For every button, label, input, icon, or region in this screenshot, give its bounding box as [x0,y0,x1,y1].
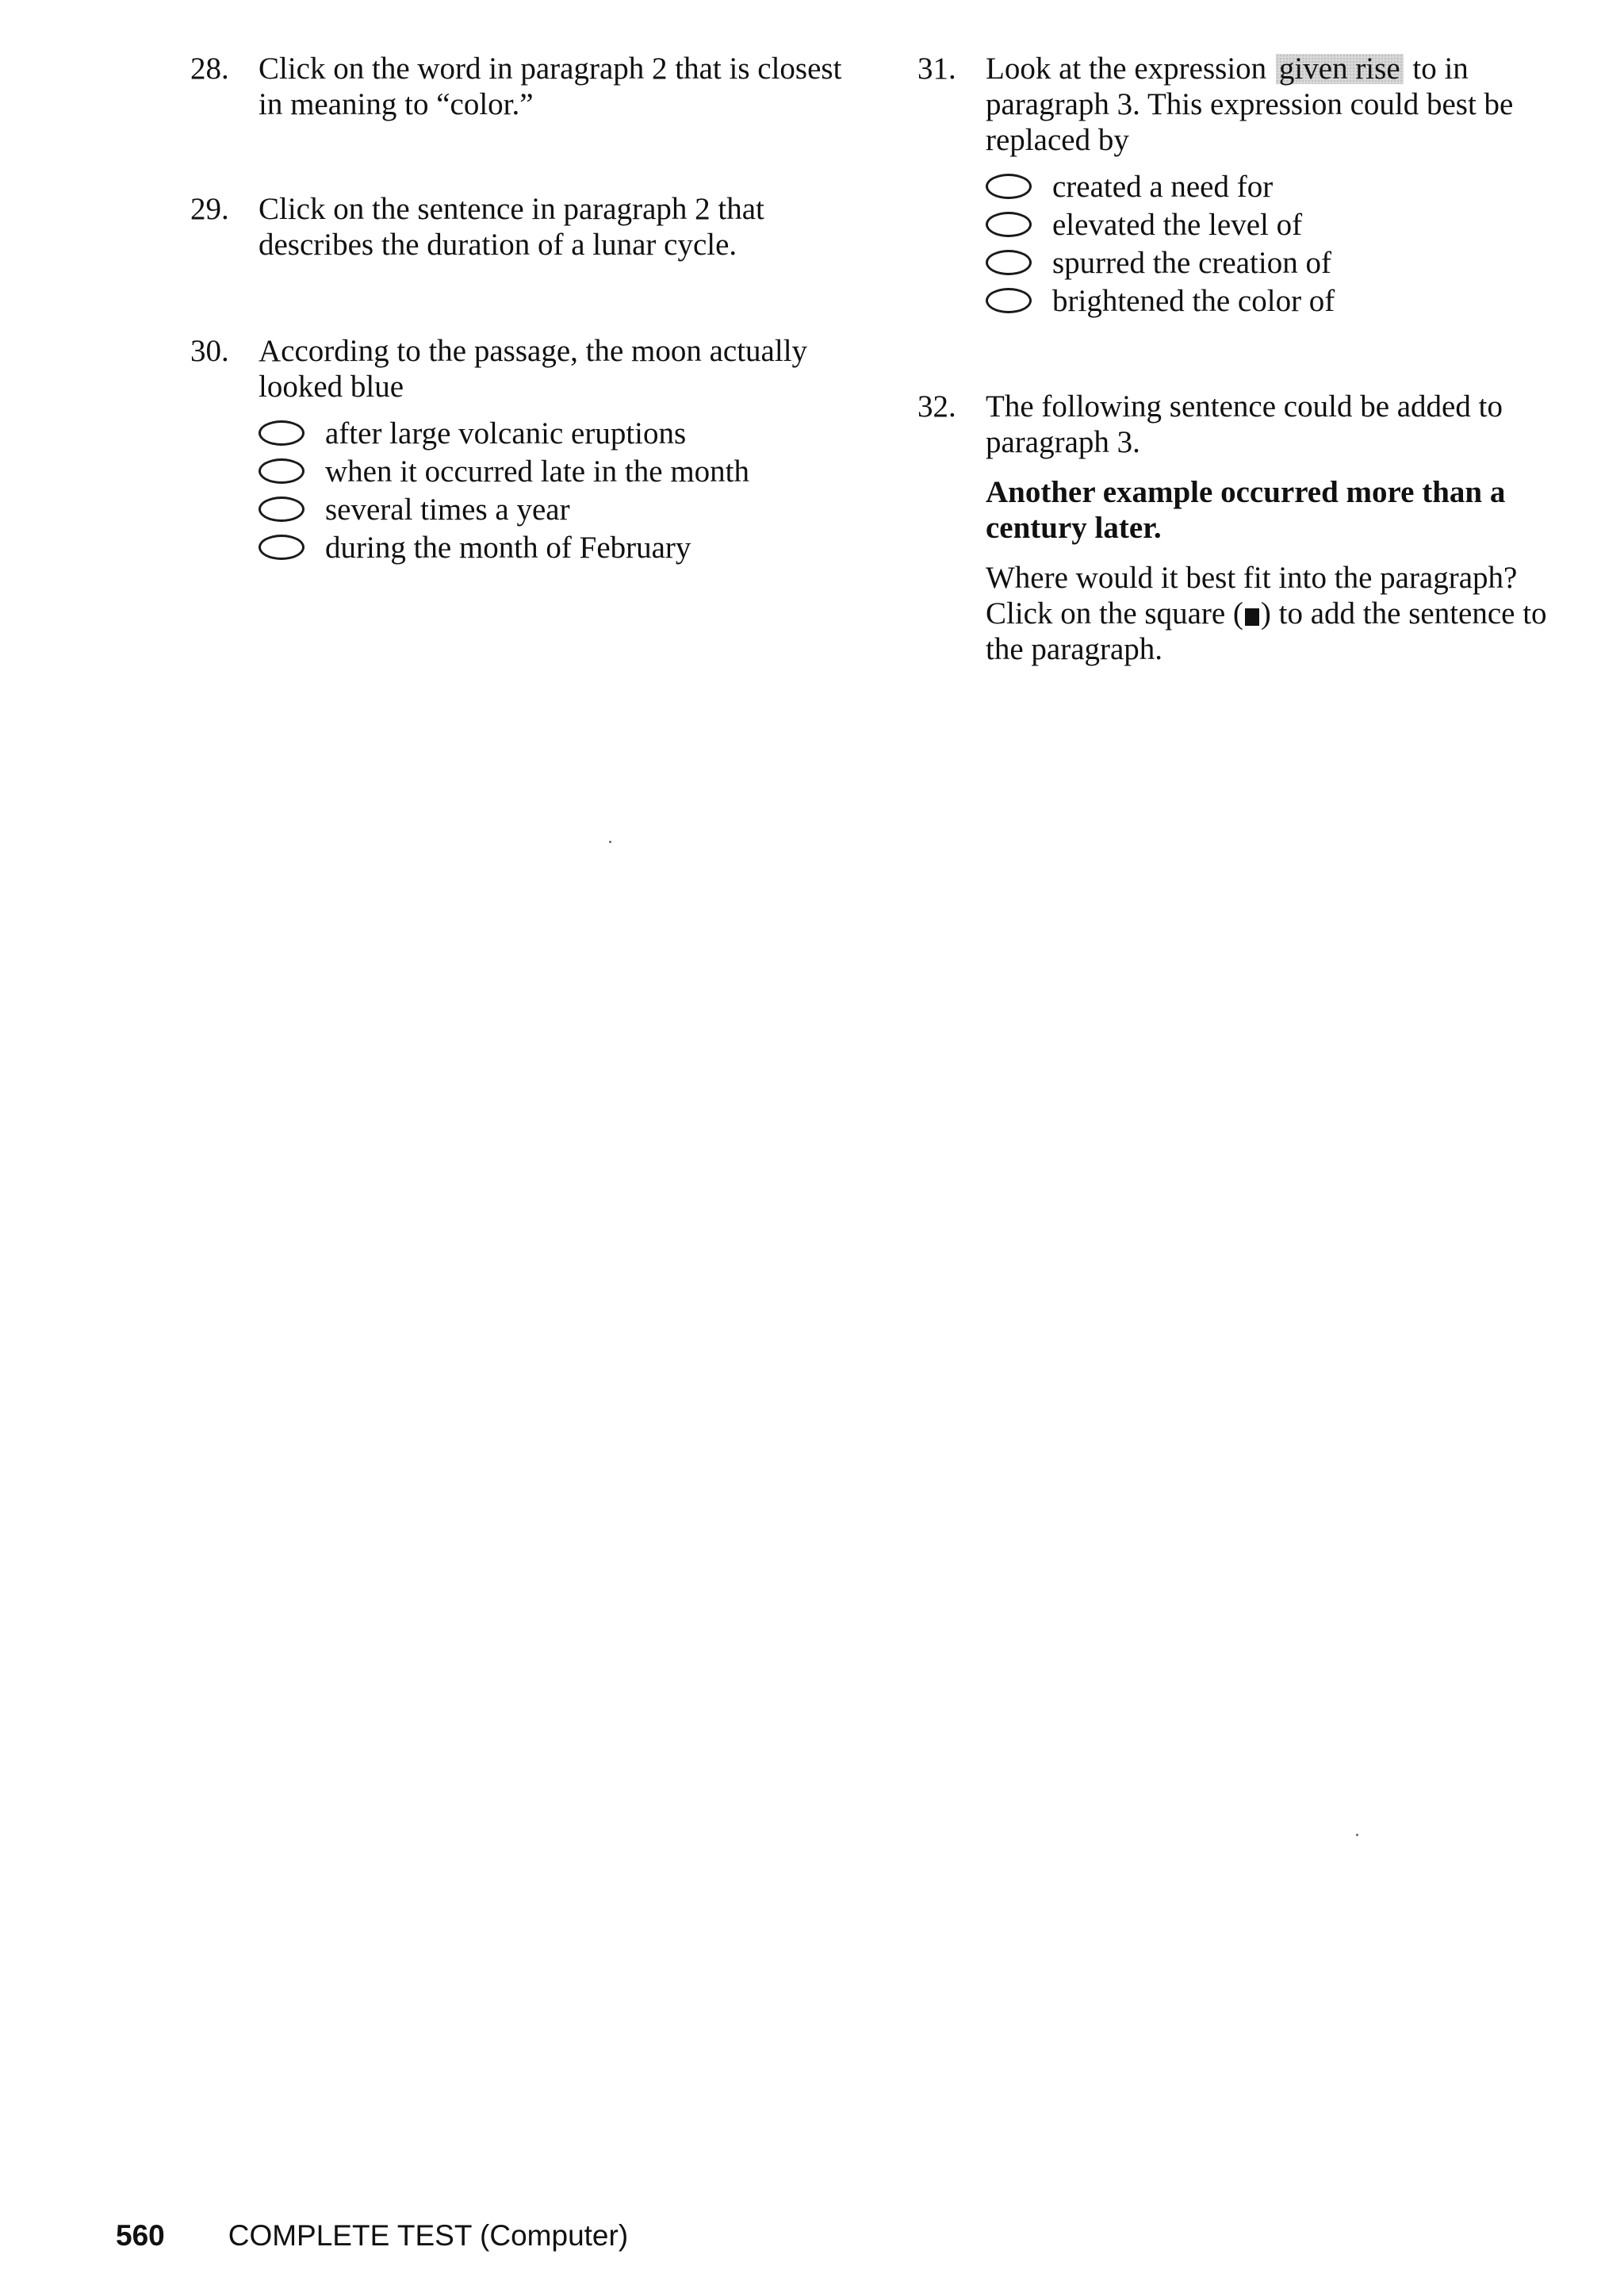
answer-option-label: several times a year [325,492,570,527]
question-stem-end: to in paragraph 3. This expression could best be replaced by [986,52,1514,157]
added-sentence: Another example occurred more than a century later. [986,475,1506,545]
answer-option[interactable] [986,243,1565,282]
question-number: 32. [917,389,956,424]
page-number: 560 [116,2219,165,2252]
radio-oval-icon[interactable] [259,420,304,446]
radio-oval-icon[interactable] [259,497,304,522]
question-stem: The following sentence could be added to paragraph 3. [986,389,1503,459]
radio-oval-icon[interactable] [986,174,1032,199]
answer-option-label: created a need for [1052,169,1274,204]
answer-option[interactable] [259,452,845,490]
instruction-text [986,560,1565,667]
question-number: 28. [190,52,229,86]
scan-speck [609,841,611,843]
black-square-icon [1245,608,1259,626]
answer-option[interactable] [986,205,1565,243]
answer-option[interactable] [259,414,845,452]
answer-option-label: elevated the level of [1052,207,1303,242]
answer-option[interactable] [986,167,1565,205]
answer-option-label: during the month of February [325,530,691,565]
answer-option[interactable] [986,282,1565,320]
answer-option-label: brightened the color of [1052,283,1335,318]
answer-option[interactable] [259,528,845,566]
question-stem [986,51,1565,158]
answer-option-label: spurred the creation of [1052,245,1331,280]
page-footer [116,2219,628,2253]
highlighted-expression: given rise [1276,54,1404,84]
radio-oval-icon[interactable] [986,288,1032,313]
question-stem: Click on the sentence in paragraph 2 that describes the duration of a lunar cycle. [259,192,764,262]
instruction-end: ) to add the sentence to the paragraph. [986,596,1547,666]
answer-option[interactable] [259,490,845,528]
answer-option-label: when it occurred late in the month [325,454,749,489]
answer-options [986,167,1565,320]
section-title: COMPLETE TEST (Computer) [228,2219,629,2252]
question-stem: According to the passage, the moon actually looked blue [259,334,808,404]
question-number: 29. [190,192,229,226]
instruction-start: Where would it best fit into the paragraph? Click on the square ( [986,561,1518,631]
radio-oval-icon[interactable] [986,212,1032,237]
answer-options [259,414,845,566]
scan-speck [1356,1834,1358,1836]
question-number: 30. [190,334,229,368]
radio-oval-icon[interactable] [259,535,304,560]
radio-oval-icon[interactable] [259,458,304,484]
radio-oval-icon[interactable] [986,250,1032,275]
question-stem-start: Look at the expression [986,52,1267,86]
question-number: 31. [917,52,956,86]
answer-option-label: after large volcanic eruptions [325,416,687,451]
question-stem: Click on the word in paragraph 2 that is closest in meaning to “color.” [259,52,842,121]
